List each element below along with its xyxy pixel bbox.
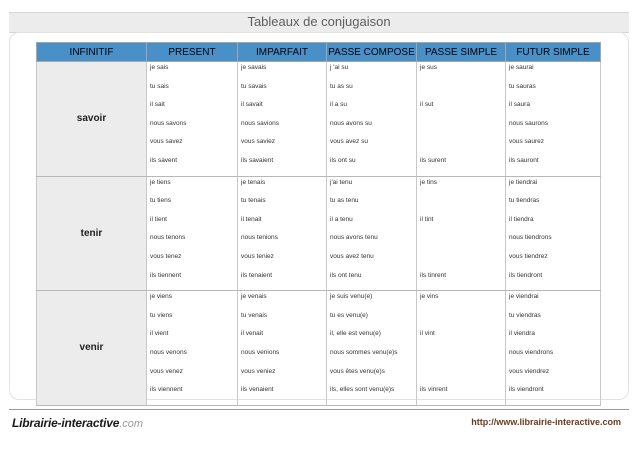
conjugated-form: nous savons (150, 119, 187, 127)
conjugated-form: je suis venu(e) (330, 293, 373, 301)
conjugated-form: nous avons tenu (330, 234, 378, 242)
conjugated-form: vous teniez (241, 252, 274, 260)
conjugated-form: tu tiens (150, 197, 171, 205)
futur-simple-cell (506, 62, 601, 177)
conjugated-form: nous sommes venu(e)s (330, 348, 398, 356)
conjugated-form: vous viendrez (509, 367, 550, 375)
conjugated-form: nous tenons (150, 234, 186, 242)
conjugated-form: je saurai (509, 64, 534, 71)
conjugated-form: nous savions (241, 119, 279, 127)
conjugated-form: ils tenaient (241, 271, 273, 279)
conjugated-form: tu es venu(e) (330, 311, 368, 319)
conjugated-form: tu viens (150, 311, 173, 319)
header-infinitif: INFINITIF (37, 43, 147, 62)
header-present: PRESENT (147, 43, 238, 62)
passe-compose-cell (327, 291, 417, 406)
conjugation-table (36, 42, 601, 406)
conjugated-form: vous saviez (241, 138, 275, 146)
conjugated-form: nous tenions (241, 234, 278, 242)
footer-divider (9, 409, 629, 410)
conjugated-form: vous saurez (509, 138, 545, 146)
present-cell (147, 176, 238, 291)
conjugated-form: je sais (150, 64, 169, 71)
conjugated-form: vous savez (150, 138, 183, 146)
conjugated-form (420, 349, 505, 368)
conjugated-form: ils savaient (241, 156, 274, 164)
passe-compose-cell (327, 62, 417, 177)
table-body (37, 62, 601, 406)
conjugated-form: ils tiennent (150, 271, 182, 279)
conjugated-form: tu savais (241, 82, 267, 90)
conjugated-form: il savait (241, 101, 263, 109)
logo-main-text: Librairie-interactive (12, 416, 120, 430)
present-cell (147, 291, 238, 406)
conjugated-form (420, 234, 505, 253)
present-cell (147, 62, 238, 177)
conjugated-form: ils, elles sont venu(e)s (330, 386, 395, 394)
conjugated-form: j'ai tenu (330, 178, 353, 186)
conjugated-form: tu venais (241, 311, 268, 319)
passe-simple-cell (417, 62, 506, 177)
conjugated-form: il sait (150, 101, 165, 109)
conjugated-form: tu as su (330, 82, 353, 90)
imparfait-cell (238, 62, 327, 177)
conjugated-form: vous veniez (241, 367, 276, 375)
conjugated-form: vous avez tenu (330, 252, 374, 260)
conjugated-form: tu sais (150, 82, 169, 90)
header-futur-simple: FUTUR SIMPLE (506, 43, 601, 62)
conjugated-form: ils sauront (509, 156, 539, 164)
conjugated-form: ils ont tenu (330, 271, 362, 279)
conjugated-form: ils venaient (241, 386, 274, 394)
logo-suffix-text: .com (119, 418, 144, 430)
verb-row-savoir (37, 62, 601, 177)
conjugated-form: il saura (509, 101, 530, 109)
futur-simple-cell (506, 176, 601, 291)
conjugated-form: je savais (241, 64, 267, 71)
passe-simple-cell (417, 291, 506, 406)
conjugated-form: je tiens (150, 178, 171, 186)
infinitive-cell: savoir (37, 62, 147, 177)
conjugated-form: nous viendrons (509, 348, 554, 356)
conjugated-form: ils savent (150, 156, 178, 164)
passe-compose-cell (327, 176, 417, 291)
conjugated-form: je tiendrai (509, 178, 538, 186)
conjugated-form: ils viendront (509, 386, 544, 394)
conjugated-form: nous saurons (509, 119, 549, 127)
conjugated-form: je sus (420, 64, 437, 71)
conjugated-form: il viendra (509, 330, 536, 338)
conjugated-form (420, 197, 505, 216)
imparfait-cell (238, 176, 327, 291)
conjugated-form: tu tiendras (509, 197, 540, 205)
conjugated-form: ils tinrent (420, 271, 447, 279)
infinitive-cell: tenir (37, 176, 147, 291)
header-imparfait: IMPARFAIT (238, 43, 327, 62)
conjugated-form: il tint (420, 215, 434, 223)
header-passe-simple: PASSE SIMPLE (417, 43, 506, 62)
conjugated-form: je vins (420, 293, 439, 301)
conjugated-form: tu tenais (241, 197, 266, 205)
conjugated-form: tu viendras (509, 311, 541, 319)
conjugated-form: ils tiendront (509, 271, 543, 279)
conjugated-form: il vient (150, 330, 169, 338)
conjugated-form (420, 138, 505, 157)
conjugated-form: tu as tenu (330, 197, 359, 205)
conjugated-form: tu sauras (509, 82, 536, 90)
conjugated-form: il sut (420, 101, 434, 109)
conjugated-form: je tins (420, 178, 437, 186)
conjugated-form: nous venions (241, 348, 280, 356)
conjugated-form: vous avez su (330, 138, 368, 146)
conjugated-form (420, 253, 505, 272)
conjugated-form: vous venez (150, 367, 183, 375)
conjugated-form: il vint (420, 330, 435, 338)
conjugated-form: nous avons su (330, 119, 372, 127)
conjugated-form: il tient (150, 215, 167, 223)
conjugated-form: il a su (330, 101, 347, 109)
conjugated-form (420, 368, 505, 387)
verb-row-tenir (37, 176, 601, 291)
conjugated-form: il, elle est venu(e) (330, 330, 381, 338)
conjugated-form: je viens (150, 293, 173, 301)
conjugated-form (420, 312, 505, 331)
conjugated-form: ils vinrent (420, 386, 448, 394)
footer-url[interactable]: http://www.librairie-interactive.com (471, 417, 621, 427)
conjugated-form: j 'ai su (330, 64, 349, 71)
conjugated-form: vous êtes venu(e)s (330, 367, 385, 375)
title-bar (9, 12, 629, 33)
futur-simple-cell (506, 291, 601, 406)
conjugated-form: je venais (241, 293, 267, 301)
conjugated-form: ils surent (420, 156, 447, 164)
conjugated-form: nous venons (150, 348, 187, 356)
imparfait-cell (238, 291, 327, 406)
header-passe-compose: PASSE COMPOSE (327, 43, 417, 62)
passe-simple-cell (417, 176, 506, 291)
conjugated-form: vous tenez (150, 252, 182, 260)
conjugated-form: il a tenu (330, 215, 353, 223)
conjugated-form: il tenait (241, 215, 262, 223)
verb-row-venir (37, 291, 601, 406)
conjugated-form: il venait (241, 330, 264, 338)
conjugated-form (420, 83, 505, 102)
header-row (37, 43, 601, 62)
conjugated-form: je viendrai (509, 293, 539, 301)
infinitive-cell: venir (37, 291, 147, 406)
conjugated-form: ils viennent (150, 386, 183, 394)
conjugated-form: nous tiendrons (509, 234, 552, 242)
conjugated-form: ils ont su (330, 156, 356, 164)
conjugated-form: vous tiendrez (509, 252, 548, 260)
conjugated-form (420, 120, 505, 139)
site-logo (12, 414, 143, 428)
conjugated-form: je tenais (241, 178, 266, 186)
conjugated-form: il tiendra (509, 215, 534, 223)
document-title: Tableaux de conjugaison (247, 14, 391, 29)
